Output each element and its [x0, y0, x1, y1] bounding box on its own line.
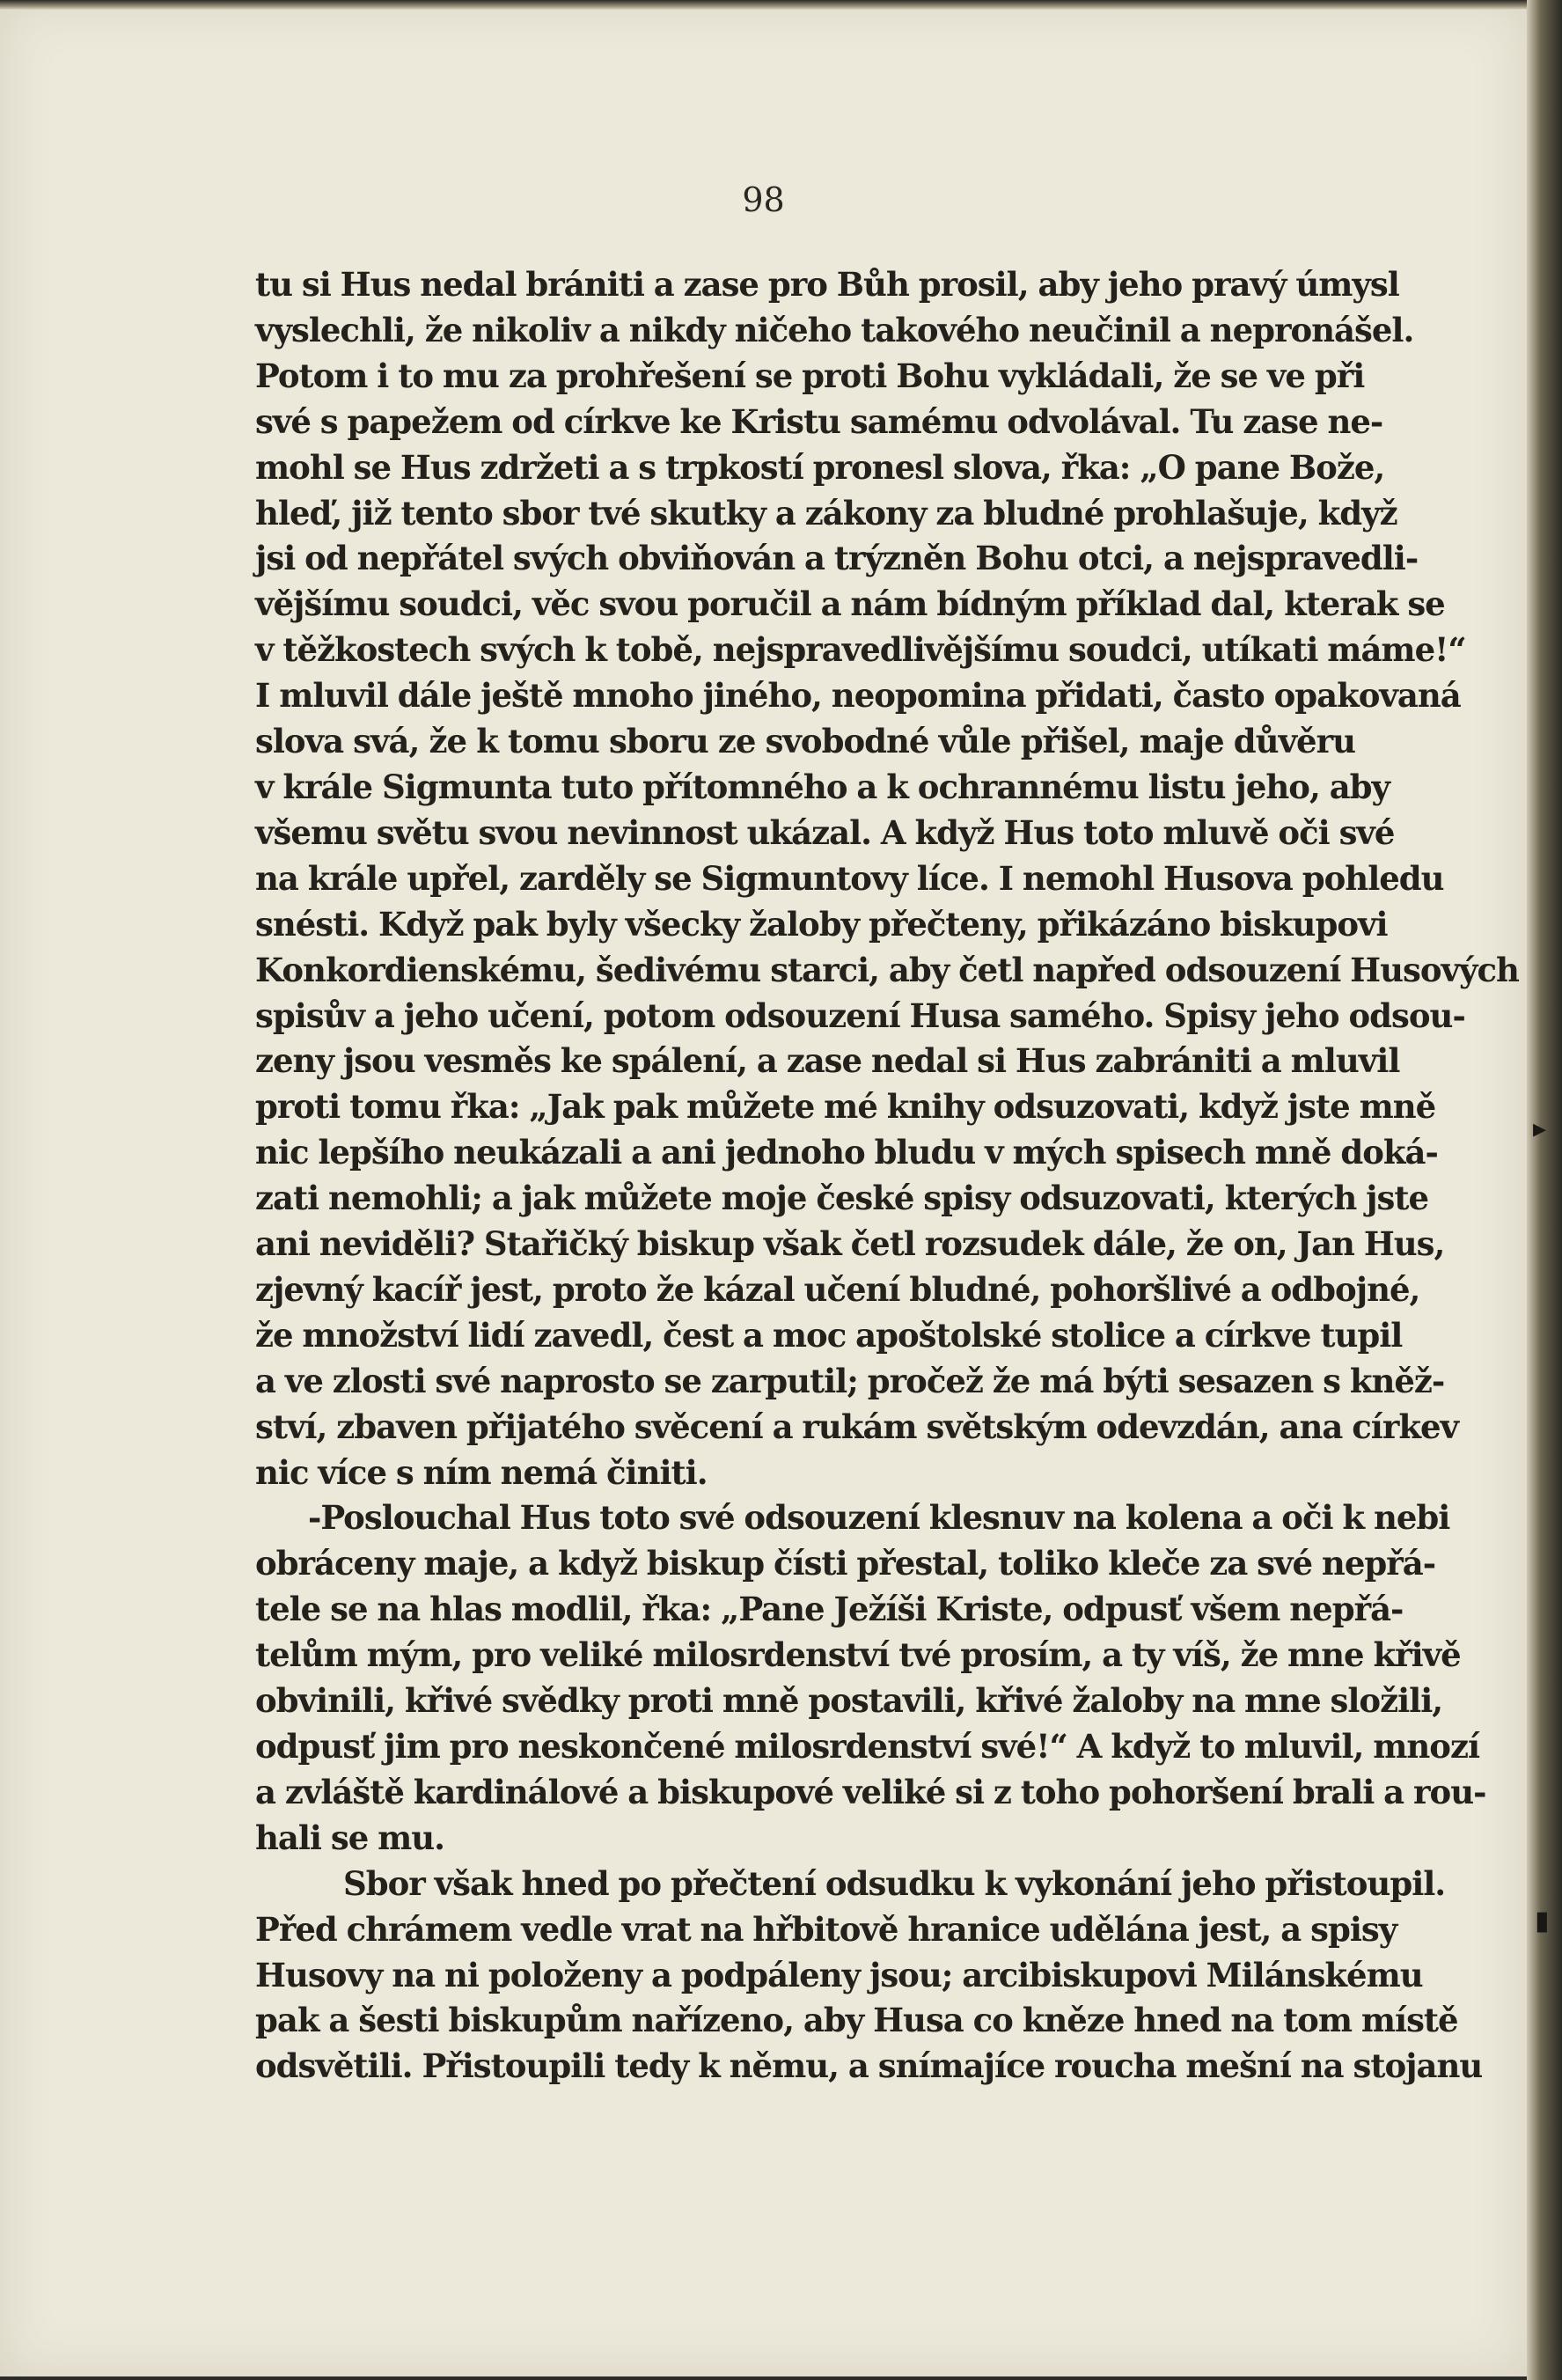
- text-line: nic lepšího neukázali a ani jednoho bludu v mých spisech mně doká-: [255, 1133, 1438, 1172]
- text-line: Sbor však hned po přečtení odsudku k vykonání jeho přistoupil.: [343, 1863, 1446, 1903]
- text-line: v krále Sigmunta tuto přítomného a k ochrannému listu jeho, aby: [255, 767, 1390, 806]
- margin-mark: ▸: [1533, 1113, 1547, 1144]
- text-line: snésti. Když pak byly všecky žaloby přečteny, přikázáno biskupovi: [255, 904, 1388, 944]
- text-line: I mluvil dále ještě mnoho jiného, neopomina přidati, často opakovaná: [255, 676, 1461, 716]
- text-line: ani neviděli? Stařičký biskup však četl rozsudek dále, že on, Jan Hus,: [255, 1224, 1445, 1264]
- text-line: hali se mu.: [255, 1818, 445, 1857]
- text-line: -Poslouchal Hus toto své odsouzení klesnuv na kolena a oči k nebi: [308, 1498, 1450, 1538]
- text-line: tele se na hlas modlil, řka: „Pane Ježíši Kriste, odpusť všem nepřá-: [255, 1590, 1404, 1629]
- text-line: zjevný kacíř jest, proto že kázal učení bludné, pohoršlivé a odbojné,: [255, 1269, 1420, 1309]
- text-line: telům mým, pro veliké milosrdenství tvé prosím, a ty víš, že mne křivě: [255, 1635, 1461, 1675]
- text-line: vyslechli, že nikoliv a nikdy ničeho takového neučinil a nepronášel.: [255, 310, 1414, 349]
- text-line: zeny jsou vesměs ke spálení, a zase nedal si Hus zabrániti a mluvil: [255, 1041, 1400, 1081]
- page-number: 98: [742, 180, 785, 219]
- margin-mark: ▮: [1535, 1906, 1550, 1936]
- text-line: spisův a jeho učení, potom odsouzení Husa samého. Spisy jeho odsou-: [255, 995, 1465, 1035]
- text-line: své s papežem od církve ke Kristu samému odvolával. Tu zase ne-: [255, 401, 1383, 441]
- text-line: v těžkostech svých k tobě, nejspravedlivějšímu soudci, utíkati máme!“: [255, 630, 1466, 670]
- text-line: odpusť jim pro neskončené milosrdenství své!“ A když to mluvil, mnozí: [255, 1727, 1480, 1766]
- text-line: nic více s ním nemá činiti.: [255, 1452, 708, 1492]
- text-line: Potom i to mu za prohřešení se proti Bohu vykládali, že se ve při: [255, 356, 1365, 395]
- text-line: tu si Hus nedal brániti a zase pro Bůh prosil, aby jeho pravý úmysl: [255, 265, 1399, 304]
- scan-right-edge: [1527, 0, 1562, 2380]
- text-line: proti tomu řka: „Jak pak můžete mé knihy odsuzovati, když jste mně: [255, 1087, 1436, 1127]
- text-line: ství, zbaven přijatého svěcení a rukám světským odevzdán, ana církev: [255, 1407, 1459, 1446]
- text-line: Před chrámem vedle vrat na hřbitově hranice udělána jest, a spisy: [255, 1909, 1397, 1949]
- text-line: že množství lidí zavedl, čest a moc apoštolské stolice a církve tupil: [255, 1315, 1403, 1355]
- text-line: na krále upřel, zarděly se Sigmuntovy líce. I nemohl Husova pohledu: [255, 858, 1444, 898]
- body-text: [255, 262, 1519, 2090]
- text-line: a zvláště kardinálové a biskupové veliké si z toho pohoršení brali a rou-: [255, 1772, 1486, 1811]
- text-line: mohl se Hus zdržeti a s trpkostí pronesl slova, řka: „O pane Bože,: [255, 447, 1385, 487]
- text-line: všemu světu svou nevinnost ukázal. A když Hus toto mluvě oči své: [255, 812, 1395, 852]
- text-line: vějšímu soudci, věc svou poručil a nám bídným příklad dal, kterak se: [255, 584, 1445, 624]
- text-line: pak a šesti biskupům nařízeno, aby Husa co kněze hned na tom místě: [255, 2001, 1458, 2040]
- text-line: slova svá, že k tomu sboru ze svobodné vůle přišel, maje důvěru: [255, 722, 1355, 761]
- text-line: Konkordienskému, šedivému starci, aby četl napřed odsouzení Husových: [255, 950, 1519, 989]
- text-line: odsvětili. Přistoupili tedy k němu, a snímajíce roucha mešní na stojanu: [255, 2046, 1483, 2086]
- text-line: hleď, již tento sbor tvé skutky a zákony za bludné prohlašuje, když: [255, 493, 1397, 533]
- text-line: jsi od nepřátel svých obviňován a trýzněn Bohu otci, a nejspravedli-: [255, 539, 1419, 578]
- text-line: obvinili, křivé svědky proti mně postavili, křivé žaloby na mne složili,: [255, 1681, 1443, 1721]
- text-line: Husovy na ni položeny a podpáleny jsou; arcibiskupovi Milánskému: [255, 1955, 1423, 1994]
- text-line: a ve zlosti své naprosto se zarputil; pročež že má býti sesazen s kněž-: [255, 1361, 1445, 1400]
- text-line: obráceny maje, a když biskup čísti přestal, toliko kleče za své nepřá-: [255, 1544, 1436, 1583]
- scan-top-edge: [0, 0, 1562, 11]
- text-line: zati nemohli; a jak můžete moje české spisy odsuzovati, kterých jste: [255, 1179, 1429, 1218]
